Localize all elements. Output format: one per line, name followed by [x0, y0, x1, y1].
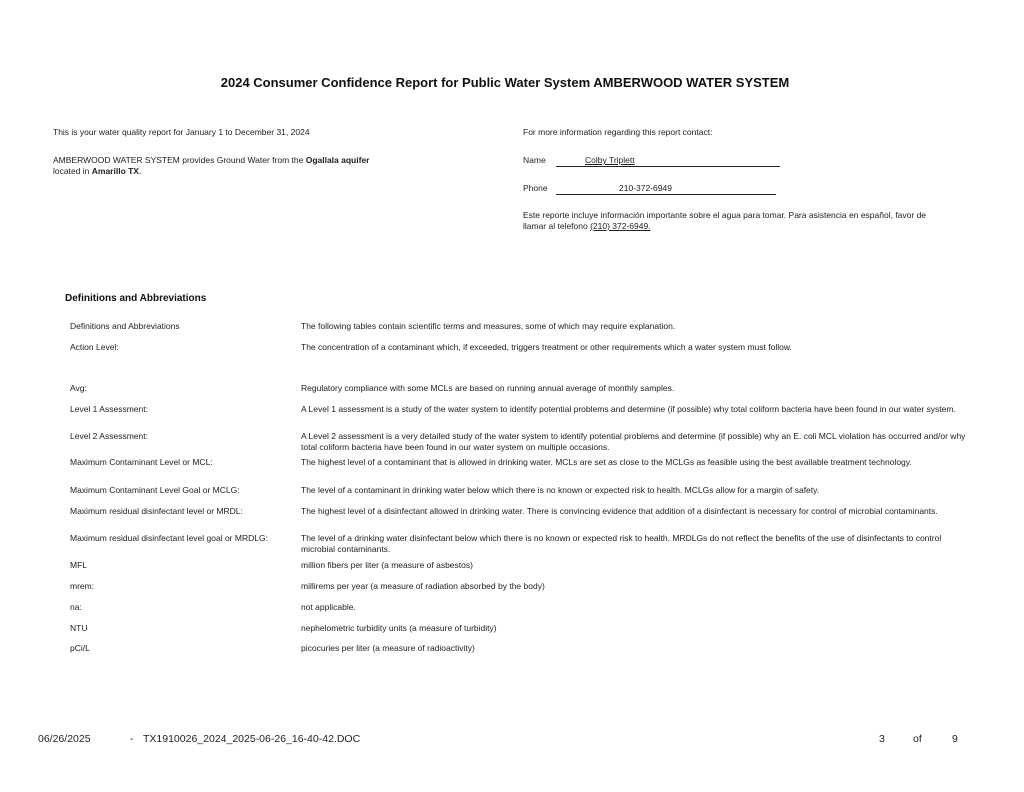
definition-term: na:	[70, 602, 82, 612]
aquifer-name: Ogallala aquifer	[305, 155, 370, 165]
definition-text: The level of a contaminant in drinking water below which there is no known or expected risk to health. MCLGs allow for a margin of safety.	[301, 485, 820, 495]
phone-value: 210-372-6949	[619, 183, 672, 193]
definition-text: not applicable.	[301, 602, 356, 612]
footer-filename: TX1910026_2024_2025-06-26_16-40-42.DOC	[143, 733, 361, 745]
report-period: This is your water quality report for January 1 to December 31, 2024	[53, 127, 310, 137]
definition-text: A Level 2 assessment is a very detailed study of the water system to identify potential problems and determine (if possible) why an E. coli MCL violation has occurred and/or why total coliform bacteria have been found in our water system on multiple occasions.	[301, 431, 966, 452]
spanish-line-2: llamar al telefono	[523, 221, 591, 231]
definition-text: A Level 1 assessment is a study of the water system to identify potential problems and determine (if possible) why total coliform bacteria have been found in our water system.	[301, 404, 956, 414]
definition-term: Definitions and Abbreviations	[70, 321, 180, 331]
water-source	[53, 155, 473, 177]
definition-text: picocuries per liter (a measure of radioactivity)	[301, 643, 475, 653]
definition-term: NTU	[70, 623, 88, 633]
definition-text: millirems per year (a measure of radiation absorbed by the body)	[301, 581, 545, 591]
footer-date: 06/26/2025	[38, 733, 91, 745]
definition-text: nephelometric turbidity units (a measure of turbidity)	[301, 623, 497, 633]
definition-text: The concentration of a contaminant which, if exceeded, triggers treatment or other requirements which a water system must follow.	[301, 342, 792, 352]
name-value: Colby Triplett	[585, 155, 635, 165]
definition-text: The highest level of a contaminant that is allowed in drinking water. MCLs are set as close to the MCLGs as feasible using the best available treatment technology.	[301, 457, 912, 467]
definition-term: pCi/L	[70, 643, 90, 653]
page-title: 2024 Consumer Confidence Report for Public Water System AMBERWOOD WATER SYSTEM	[220, 75, 790, 90]
contact-heading: For more information regarding this report contact:	[523, 127, 713, 137]
city-name: Amarillo TX	[91, 166, 139, 176]
source-prefix: AMBERWOOD WATER SYSTEM provides Ground Water from the	[53, 155, 306, 165]
definition-term: Maximum Contaminant Level Goal or MCLG:	[70, 485, 240, 495]
definition-term: Level 1 Assessment:	[70, 404, 148, 414]
located-prefix: located in	[53, 166, 92, 176]
definition-term: Maximum residual disinfectant level goal or MRDLG:	[70, 533, 268, 543]
definition-term: Level 2 Assessment:	[70, 431, 148, 441]
phone-field	[556, 183, 776, 195]
definitions-heading: Definitions and Abbreviations	[65, 293, 207, 304]
definition-term: MFL	[70, 560, 87, 570]
definition-text: The highest level of a disinfectant allowed in drinking water. There is convincing evidence that addition of a disinfectant is necessary for control of microbial contaminants.	[301, 506, 938, 516]
spanish-phone: (210) 372-6949.	[590, 221, 651, 231]
name-field	[556, 155, 780, 167]
name-label: Name	[523, 155, 546, 165]
definition-text: The following tables contain scientific terms and measures, some of which may require explanation.	[301, 321, 676, 331]
definition-text: The level of a drinking water disinfectant below which there is no known or expected risk to health. MRDLGs do not reflect the benefits of the use of disinfectants to control microbial contaminants.	[301, 533, 942, 554]
definition-term: Maximum Contaminant Level or MCL:	[70, 457, 213, 467]
page-total: 9	[952, 733, 958, 745]
definition-text: Regulatory compliance with some MCLs are based on running annual average of monthly samples.	[301, 383, 675, 393]
spanish-notice	[523, 210, 973, 232]
footer-dash: -	[130, 733, 134, 745]
spanish-line-1: Este reporte incluye información importante sobre el agua para tomar. Para asistencia en español, favor de	[523, 210, 927, 220]
period-mark: .	[138, 166, 142, 176]
definition-term: Maximum residual disinfectant level or MRDL:	[70, 506, 243, 516]
definition-term: Action Level:	[70, 342, 119, 352]
definition-term: mrem:	[70, 581, 95, 591]
phone-label: Phone	[523, 183, 548, 193]
definition-term: Avg:	[70, 383, 87, 393]
definition-text: million fibers per liter (a measure of asbestos)	[301, 560, 473, 570]
page-number: 3	[879, 733, 885, 745]
page-of: of	[913, 733, 922, 745]
